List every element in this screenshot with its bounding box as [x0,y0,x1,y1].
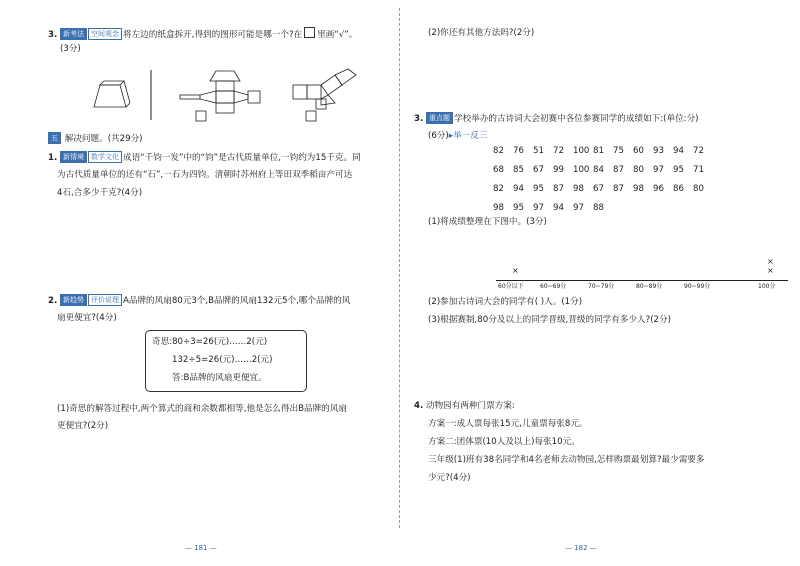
q3-right-score-line [428,130,487,143]
q3-text: 将左边的纸盒拆开,得到的图形可能是哪一个?在 [122,30,303,40]
score-cell: 86 [673,184,684,194]
score-row-3 [493,184,713,203]
section-number: 五 [48,132,61,144]
q1-tag-new-context: 新情境 [60,151,87,163]
answer-box-2 [306,111,316,121]
q1-tag-math-culture: 数学文化 [88,151,122,163]
score-cell: 97 [533,203,544,213]
q1-text-3: 4石,合多少千克?(4分) [57,188,143,198]
section-five [48,132,143,146]
section-title: 解决问题。(共29分) [64,134,143,144]
q3-key-tag: 重点题 [426,112,453,124]
q4-line1 [414,400,515,413]
q2-sub2-text: (2)你还有其他方法吗?(2分) [428,28,535,38]
score-cell: 97 [653,165,664,175]
score-cell: 93 [653,146,664,156]
tally-chart [496,257,788,292]
score-cell: 96 [653,184,664,194]
net-option-2 [293,69,356,109]
score-cell: 82 [493,146,504,156]
q3-right-number: 3. [414,114,424,124]
tally-mark: × [512,266,519,275]
score-row-1 [493,146,713,165]
q2-tag-evaluate: 评价说理 [88,294,122,306]
right-page [400,0,800,566]
score-cell: 87 [553,184,564,194]
axis-label: 70~79分 [588,283,615,290]
net-option-1 [180,71,260,113]
q4-plan-2: 方案二:团体票(10人及以上)每张10元。 [428,437,580,447]
score-cell: 67 [593,184,604,194]
axis-label: 100分 [758,283,776,290]
q1-text-1: 成语“千钧一发”中的“钧”是古代质量单位,一钧约为15千克。同 [122,153,361,163]
score-cell: 84 [593,165,604,175]
score-cell: 87 [613,165,624,175]
q3-sub3-text: (3)根据赛制,80分及以上的同学晋级,晋级的同学有多少人?(2分) [428,315,671,325]
q1-line1 [48,151,361,165]
q2-text-1: A品牌的风扇80元3个,B品牌的风扇132元5个,哪个品牌的风 [122,296,351,306]
page-number-right: — 182 — [565,544,597,552]
q3-right-score: (6分) [428,131,449,141]
q3-number: 3. [48,30,58,40]
score-cell: 95 [673,165,684,175]
answer-box-inline [304,27,315,38]
score-cell: 76 [513,146,524,156]
tally-mark: × [767,257,774,266]
q3-sub2-text: (2)参加古诗词大会的同学有( )人。(1分) [428,297,583,307]
q3-right-line1 [414,112,699,126]
score-cell: 100 [573,165,590,175]
score-cell: 98 [573,184,584,194]
axis-label: 90~99分 [684,283,711,290]
score-cell: 72 [693,146,704,156]
paper-box-figure [94,81,130,107]
score-cell: 81 [593,146,604,156]
score-cell: 51 [533,146,544,156]
score-cell: 94 [513,184,524,194]
axis-label: 80~89分 [636,283,663,290]
score-cell: 85 [513,165,524,175]
score-row-2 [493,165,713,184]
q3-figures [80,65,390,130]
q2-text-2: 扇更便宜?(4分) [57,313,117,323]
q4-number: 4. [414,401,424,411]
calc-line-1: 奇思:80÷3=26(元)……2(元) [152,337,268,347]
score-cell: 68 [493,165,504,175]
tally-mark: × [767,266,774,275]
score-cell: 100 [573,146,590,156]
score-table [493,146,713,222]
score-cell: 98 [493,203,504,213]
score-cell: 80 [693,184,704,194]
score-cell: 94 [553,203,564,213]
q3-right-text-1: 学校举办的古诗词大会初赛中各位参赛同学的成绩如下:(单位:分) [453,114,699,124]
score-cell: 95 [513,203,524,213]
axis-label: 60~69分 [540,283,567,290]
q2-sub1-text-1: (1)奇思的解答过程中,两个算式的商和余数都相等,他是怎么得出B品牌的风扇 [57,404,347,414]
q1-number: 1. [48,153,58,163]
score-cell: 99 [553,165,564,175]
score-cell: 82 [493,184,504,194]
answer-box-1 [196,111,206,121]
score-cell: 94 [673,146,684,156]
q3-text-end: 里画“√”。 [317,30,358,40]
calc-line-2: 132÷5=26(元)……2(元) [172,355,273,365]
q3-line [48,27,357,42]
score-cell: 98 [633,184,644,194]
score-cell: 67 [533,165,544,175]
score-cell: 95 [533,184,544,194]
q2-tag-new-trend: 新趋势 [60,294,87,306]
score-cell: 88 [593,203,604,213]
q4-text-1: 动物园有两种门票方案: [425,401,515,411]
score-cell: 97 [573,203,584,213]
score-cell: 71 [693,165,704,175]
q1-text-2: 为古代质量单位的还有“石”,一石为四钧。清朝时苏州府上等田双季稻亩产可达 [57,170,353,180]
axis-label: 60分以下 [498,283,524,290]
q2-sub1-text-2: 更便宜?(2分) [57,421,109,431]
score-cell: 72 [553,146,564,156]
q4-text-2: 三年级(1)班有38名同学和4名老师去动物园,怎样购票最划算?最少需要多 [428,455,705,465]
calc-line-3: 答:B品牌的风扇更便宜。 [172,373,267,383]
page-number-left: — 181 — [185,544,217,552]
score-cell: 60 [633,146,644,156]
q3-tag-space-concept: 空间观念 [88,28,122,40]
q4-text-3: 少元?(4分) [428,473,471,483]
score-cell: 80 [633,165,644,175]
score-cell: 75 [613,146,624,156]
q4-plan-1: 方案一:成人票每张15元,儿童票每张8元。 [428,419,588,429]
practice-link[interactable]: ▸举一反三 [448,131,488,141]
q3-sub1-text: (1)将成绩整理在下图中。(3分) [428,217,547,227]
score-cell: 87 [613,184,624,194]
q2-line1 [48,294,350,308]
q2-number: 2. [48,296,58,306]
q3-score: (3分) [60,44,81,54]
q3-tag-new-method: 新考法 [60,28,87,40]
